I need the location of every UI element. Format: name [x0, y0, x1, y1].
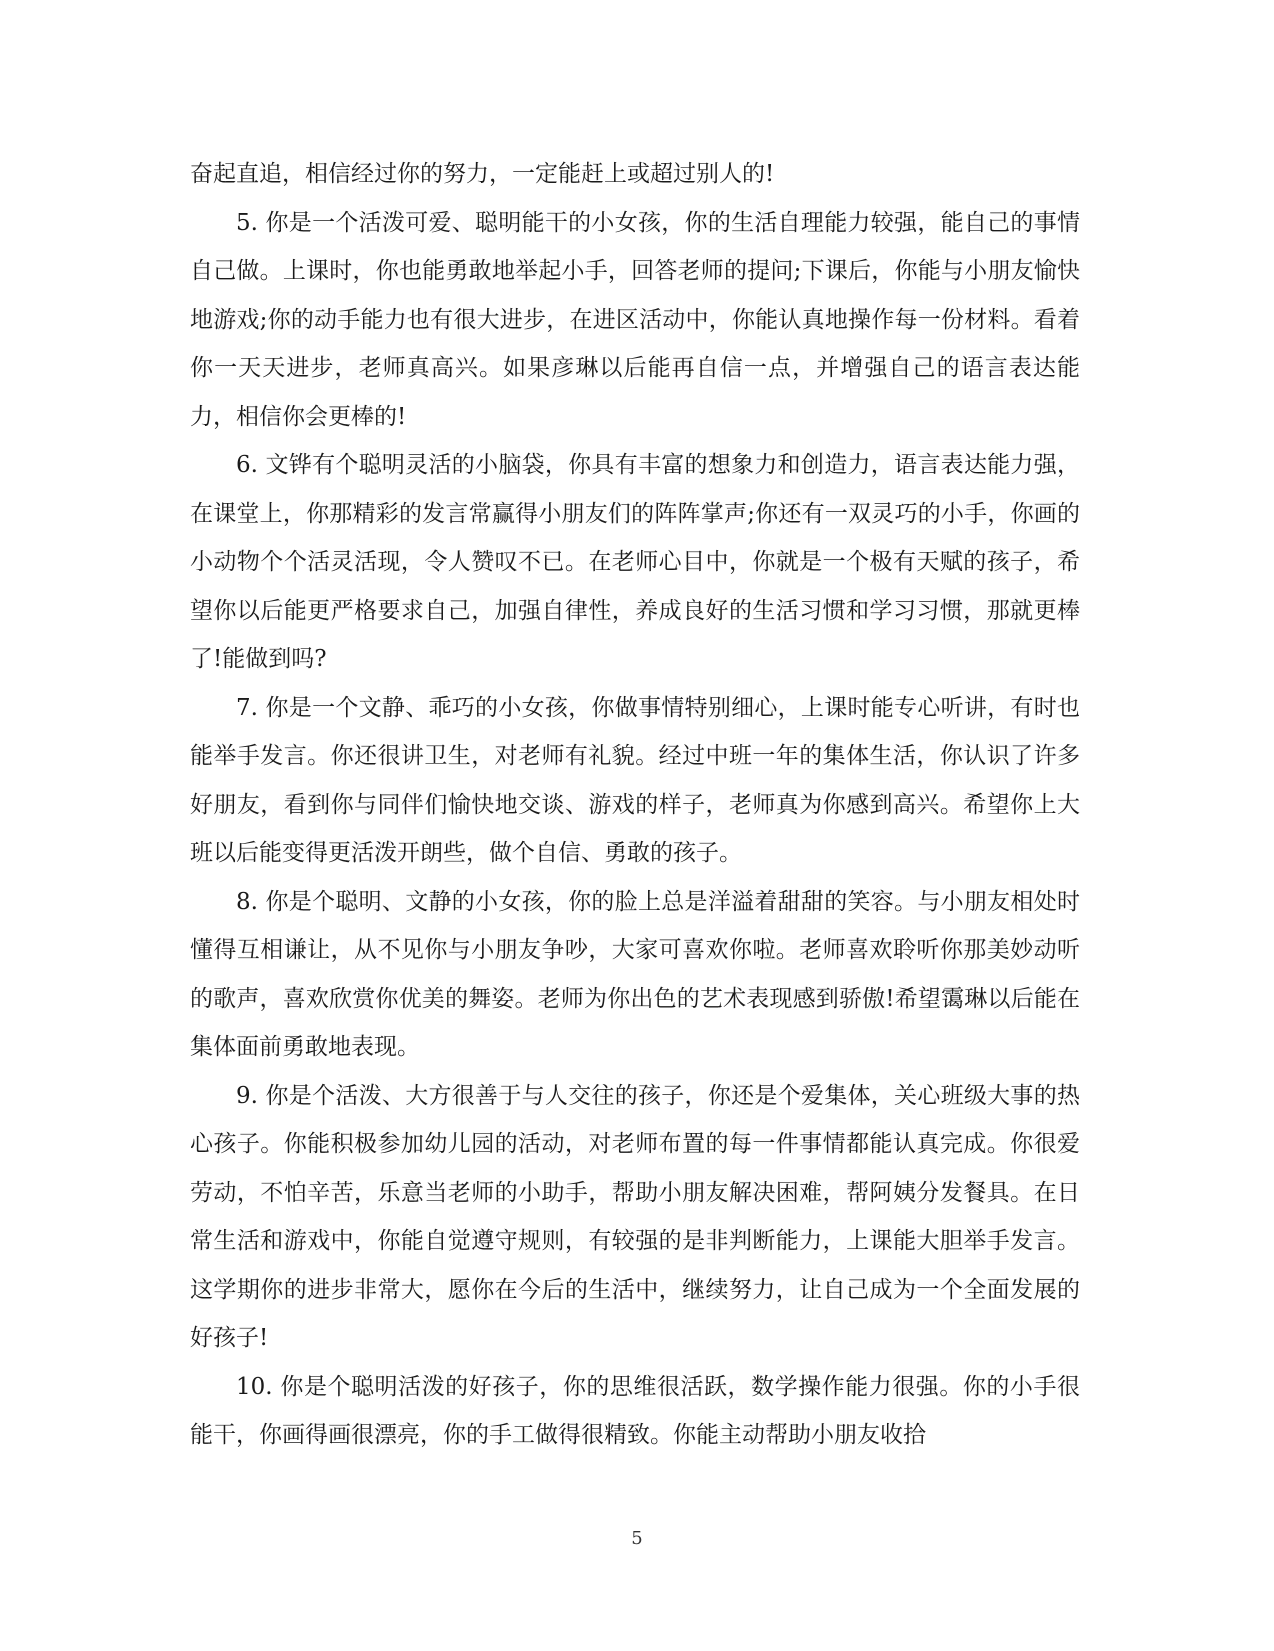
paragraph-comment-7: 7. 你是一个文静、乖巧的小女孩，你做事情特别细心，上课时能专心听讲，有时也能举手发言。你还很讲卫生，对老师有礼貌。经过中班一年的集体生活，你认识了许多好朋友，看到你与同伴们愉快地交谈、游戏的样子，老师真为你感到高兴。希望你上大班以后能变得更活泼开朗些，做个自信、勇敢的孩子。	[190, 694, 1080, 866]
paragraph-comment-8: 8. 你是个聪明、文静的小女孩，你的脸上总是洋溢着甜甜的笑容。与小朋友相处时懂得互相谦让，从不见你与小朋友争吵，大家可喜欢你啦。老师喜欢聆听你那美妙动听的歌声，喜欢欣赏你优美的舞姿。老师为你出色的艺术表现感到骄傲!希望霭琳以后能在集体面前勇敢地表现。	[190, 888, 1080, 1060]
paragraph-comment-5: 5. 你是一个活泼可爱、聪明能干的小女孩，你的生活自理能力较强，能自己的事情自己做。上课时，你也能勇敢地举起小手，回答老师的提问;下课后，你能与小朋友愉快地游戏;你的动手能力也有很大进步，在进区活动中，你能认真地操作每一份材料。看着你一天天进步，老师真高兴。如果彦琳以后能再自信一点，并增强自己的语言表达能力，相信你会更棒的!	[190, 209, 1080, 430]
paragraph-continuation: 奋起直追，相信经过你的努力，一定能赶上或超过别人的!	[190, 161, 775, 187]
paragraph-comment-9: 9. 你是个活泼、大方很善于与人交往的孩子，你还是个爱集体，关心班级大事的热心孩子。你能积极参加幼儿园的活动，对老师布置的每一件事情都能认真完成。你很爱劳动，不怕辛苦，乐意当老师的小助手，帮助小朋友解决困难，帮阿姨分发餐具。在日常生活和游戏中，你能自觉遵守规则，有较强的是非判断能力，上课能大胆举手发言。这学期你的进步非常大，愿你在今后的生活中，继续努力，让自己成为一个全面发展的好孩子!	[190, 1082, 1080, 1351]
document-body	[190, 150, 1080, 1460]
page-number: 5	[631, 1528, 643, 1549]
paragraph-comment-6: 6. 文铧有个聪明灵活的小脑袋，你具有丰富的想象力和创造力，语言表达能力强，在课堂上，你那精彩的发言常赢得小朋友们的阵阵掌声;你还有一双灵巧的小手，你画的小动物个个活灵活现，令人赞叹不已。在老师心目中，你就是一个极有天赋的孩子，希望你以后能更严格要求自己，加强自律性，养成良好的生活习惯和学习习惯，那就更棒了!能做到吗?	[190, 452, 1080, 672]
paragraph-comment-10: 10. 你是个聪明活泼的好孩子，你的思维很活跃，数学操作能力很强。你的小手很能干，你画得画很漂亮，你的手工做得很精致。你能主动帮助小朋友收拾	[190, 1373, 1080, 1448]
